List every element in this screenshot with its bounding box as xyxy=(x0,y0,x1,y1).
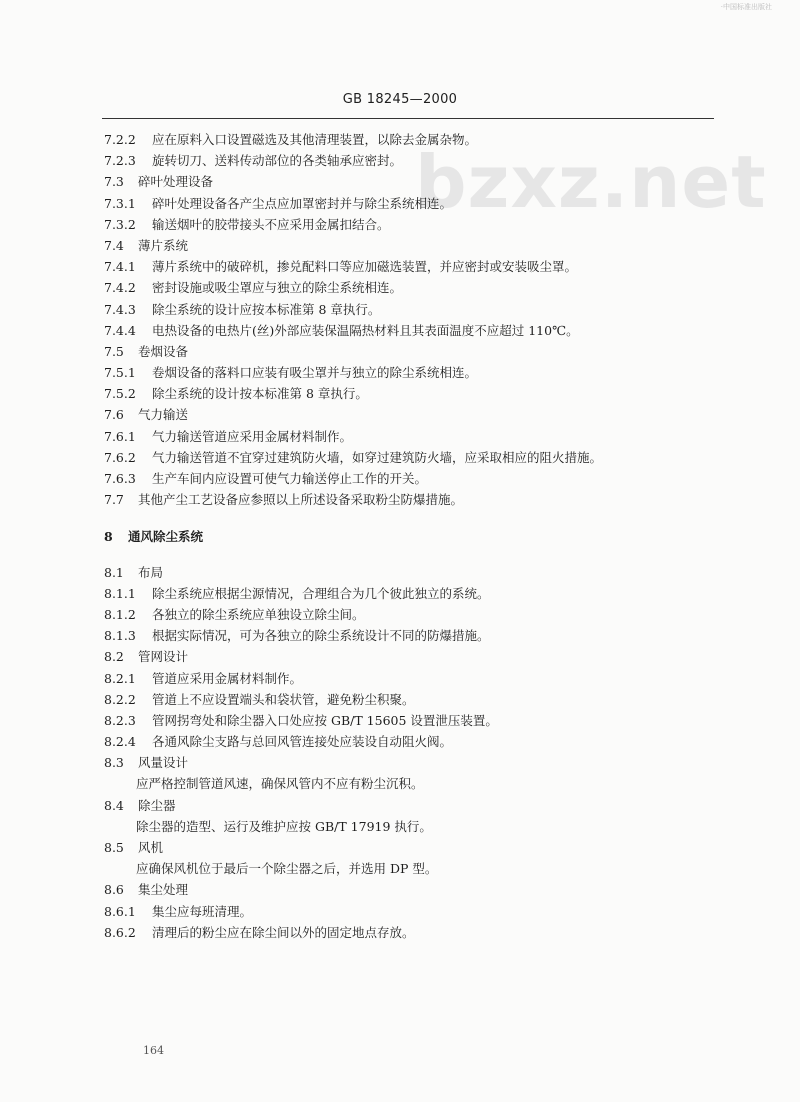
clause-number: 7.5.1 xyxy=(104,365,136,381)
clause-number: 8.1.1 xyxy=(104,585,136,601)
clause-number: 8.1.3 xyxy=(104,628,136,644)
clause-line xyxy=(104,256,744,277)
clause-number: 8.1 xyxy=(104,564,124,580)
chapter-heading xyxy=(104,526,744,547)
clause-text: 应在原料入口设置磁选及其他清理装置，以除去金属杂物。 xyxy=(152,132,478,147)
clause-line xyxy=(104,362,744,383)
clause-text: 薄片系统 xyxy=(138,237,189,253)
clause-line xyxy=(104,562,744,583)
page-header: GB 18245—2000 xyxy=(342,92,458,107)
clause-text: 生产车间内应设置可使气力输送停止工作的开关。 xyxy=(152,471,428,486)
clause-number: 7.6.1 xyxy=(104,428,136,444)
clause-number: 7.3 xyxy=(104,174,124,190)
clause-number: 7.4 xyxy=(104,237,124,253)
clause-text: 集尘处理 xyxy=(138,882,189,898)
clause-text: 管道应采用金属材料制作。 xyxy=(152,670,303,686)
section-8-list xyxy=(104,562,744,943)
clause-text: 根据实际情况，可为各独立的除尘系统设计不同的防爆措施。 xyxy=(152,628,490,644)
clause-text: 各通风除尘支路与总回风管连接处应装设自动阻火阀。 xyxy=(152,734,453,750)
clause-text: 碎叶处理设备各产尘点应加罩密封并与除尘系统相连。 xyxy=(152,195,453,211)
clause-text: 管道上不应设置端头和袋状管，避免粉尘积聚。 xyxy=(152,691,415,707)
clause-line xyxy=(104,668,744,689)
clause-number: 8.6.2 xyxy=(104,924,136,940)
clause-number: 8.6.1 xyxy=(104,903,136,919)
clause-number: 7.2.2 xyxy=(104,132,136,147)
clause-number: 7.2.3 xyxy=(104,153,136,169)
clause-line xyxy=(104,193,744,214)
clause-text: 气力输送 xyxy=(138,407,189,423)
clause-number: 7.4.4 xyxy=(104,322,136,338)
clause-number: 8.2.1 xyxy=(104,670,136,686)
clause-text: 应确保风机位于最后一个除尘器之后，并选用 DP 型。 xyxy=(136,861,438,877)
clause-text: 除尘系统的设计应按本标准第 8 章执行。 xyxy=(152,301,381,317)
clause-line xyxy=(104,879,744,900)
clause-number: 8.2 xyxy=(104,649,124,665)
clause-number: 8.5 xyxy=(104,840,124,855)
clause-line xyxy=(104,795,744,816)
clause-number: 8.3 xyxy=(104,755,124,771)
clause-line xyxy=(104,150,744,171)
clause-text: 电热设备的电热片(丝)外部应装保温隔热材料且其表面温度不应超过 110℃。 xyxy=(152,322,579,338)
clause-line xyxy=(104,752,744,773)
clause-text: 气力输送管道应采用金属材料制作。 xyxy=(152,428,353,444)
clause-text: 卷烟设备的落料口应装有吸尘罩并与独立的除尘系统相连。 xyxy=(152,365,478,381)
clause-number: 8.2.4 xyxy=(104,734,136,750)
clause-line xyxy=(104,710,744,731)
clause-line xyxy=(104,773,744,794)
watermark: bzxz.net xyxy=(415,140,767,224)
clause-line xyxy=(104,625,744,646)
clause-line xyxy=(104,468,744,489)
clause-line xyxy=(104,901,744,922)
clause-text: 密封设施或吸尘罩应与独立的除尘系统相连。 xyxy=(152,280,403,296)
clause-line xyxy=(104,689,744,710)
clause-line xyxy=(104,583,744,604)
clause-number: 7.6.2 xyxy=(104,449,136,465)
clause-number: 7.4.2 xyxy=(104,280,136,296)
clause-text: 除尘系统的设计按本标准第 8 章执行。 xyxy=(152,386,368,402)
clause-number: 7.6.3 xyxy=(104,471,136,486)
clause-text: 输送烟叶的胶带接头不应采用金属扣结合。 xyxy=(152,216,390,232)
document-body xyxy=(104,129,744,943)
clause-line xyxy=(104,171,744,192)
clause-text: 清理后的粉尘应在除尘间以外的固定地点存放。 xyxy=(152,924,415,940)
clause-text: 卷烟设备 xyxy=(138,343,189,359)
clause-line xyxy=(104,837,744,858)
clause-text: 集尘应每班清理。 xyxy=(152,903,253,919)
clause-line xyxy=(104,489,744,510)
clause-line xyxy=(104,383,744,404)
clause-text: 管网设计 xyxy=(138,649,189,665)
clause-number: 8.2.3 xyxy=(104,712,136,728)
clause-line xyxy=(104,341,744,362)
clause-text: 除尘系统应根据尘源情况，合理组合为几个彼此独立的系统。 xyxy=(152,585,490,601)
clause-text: 布局 xyxy=(138,564,164,580)
clause-line xyxy=(104,299,744,320)
chapter-title: 通风除尘系统 xyxy=(128,529,204,545)
clause-number: 8.6 xyxy=(104,882,124,898)
clause-line xyxy=(104,922,744,943)
section-7-list xyxy=(104,129,744,510)
clause-text: 应严格控制管道风速，确保风管内不应有粉尘沉积。 xyxy=(136,776,424,792)
clause-text: 薄片系统中的破碎机，掺兑配料口等应加磁选装置，并应密封或安装吸尘罩。 xyxy=(152,259,578,275)
clause-number: 7.6 xyxy=(104,407,124,423)
page-number: 164 xyxy=(143,1044,164,1057)
clause-text: 气力输送管道不宜穿过建筑防火墙，如穿过建筑防火墙，应采取相应的阻火措施。 xyxy=(152,449,603,465)
clause-number: 8.4 xyxy=(104,797,124,813)
corner-mark: ·中国标准出版社 xyxy=(720,3,772,11)
clause-line xyxy=(104,816,744,837)
clause-line xyxy=(104,214,744,235)
clause-line xyxy=(104,277,744,298)
clause-line xyxy=(104,320,744,341)
clause-number: 7.3.2 xyxy=(104,216,136,232)
header-rule xyxy=(102,118,714,119)
clause-number: 7.4.1 xyxy=(104,259,136,275)
clause-text: 除尘器的造型、运行及维护应按 GB/T 17919 执行。 xyxy=(136,818,432,834)
clause-number: 7.7 xyxy=(104,492,124,508)
clause-line xyxy=(104,447,744,468)
clause-line xyxy=(104,731,744,752)
chapter-number: 8 xyxy=(104,529,113,545)
clause-number: 8.2.2 xyxy=(104,691,136,707)
clause-text: 碎叶处理设备 xyxy=(138,174,214,190)
clause-line xyxy=(104,235,744,256)
clause-text: 各独立的除尘系统应单独设立除尘间。 xyxy=(152,606,365,622)
clause-text: 旋转切刀、送料传动部位的各类轴承应密封。 xyxy=(152,153,403,169)
clause-number: 7.4.3 xyxy=(104,301,136,317)
clause-number: 7.5.2 xyxy=(104,386,136,402)
clause-text: 其他产尘工艺设备应参照以上所述设备采取粉尘防爆措施。 xyxy=(138,492,464,508)
clause-line xyxy=(104,858,744,879)
clause-text: 风机 xyxy=(138,840,164,855)
clause-number: 8.1.2 xyxy=(104,606,136,622)
clause-number: 7.3.1 xyxy=(104,195,136,211)
clause-line xyxy=(104,426,744,447)
clause-line xyxy=(104,604,744,625)
clause-line xyxy=(104,404,744,425)
clause-number: 7.5 xyxy=(104,343,124,359)
clause-text: 风量设计 xyxy=(138,755,189,771)
clause-line xyxy=(104,646,744,667)
clause-line xyxy=(104,129,744,150)
clause-text: 管网拐弯处和除尘器入口处应按 GB/T 15605 设置泄压装置。 xyxy=(152,712,498,728)
clause-text: 除尘器 xyxy=(138,797,176,813)
